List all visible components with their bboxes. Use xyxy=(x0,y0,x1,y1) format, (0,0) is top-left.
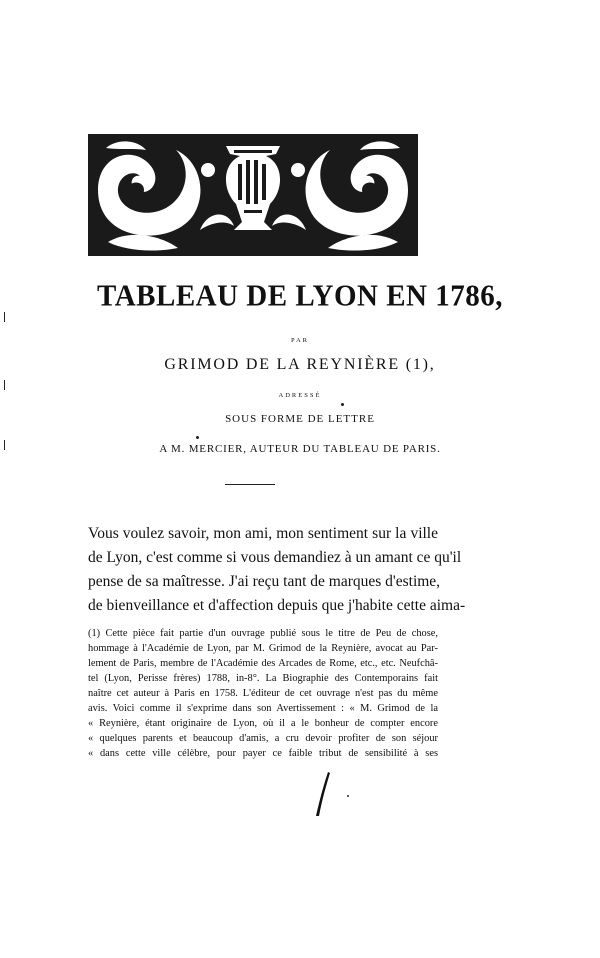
footnote-line: « quelques parents et beaucoup d'amis, a cru devoir profiter de son séjour xyxy=(88,733,438,744)
footnote-line: lement de Paris, membre de l'Académie des Arcades de Rome, etc., etc. Neufchâ- xyxy=(88,658,438,669)
par-label: PAR xyxy=(290,337,310,344)
footnote-line: « Reynière, étant originaire de Lyon, où il a le bonheur de compter encore xyxy=(88,718,438,729)
body-line: Vous voulez savoir, mon ami, mon sentiment sur la ville xyxy=(88,525,438,542)
footnote-line: « dans cette ville célèbre, pour payer ce faible tribut de sensibilité à ses xyxy=(88,748,438,759)
body-paragraph xyxy=(88,522,466,618)
adresse-label: ADRESSÉ xyxy=(278,392,322,399)
author-name: GRIMOD DE LA REYNIÈRE (1), xyxy=(164,356,436,373)
footnote-line: tel (Lyon, Perisse frères) 1788, in-8°. La Biographie des Contemporains fait xyxy=(88,673,438,684)
footnote-line: avis. Voici comme il s'exprime dans son Avertissement : « M. Grimod de la xyxy=(88,703,438,714)
scan-speck xyxy=(4,380,5,390)
footnote-line: (1) Cette pièce fait partie d'un ouvrage publié sous le titre de Peu de chose, xyxy=(88,628,438,639)
footnote-line: naître cet auteur à Paris en 1758. L'éditeur de cet ouvrage n'est pas du même xyxy=(88,688,438,699)
section-divider xyxy=(225,484,275,485)
body-line: pense de sa maîtresse. J'ai reçu tant de marques d'estime, xyxy=(88,573,441,590)
scan-speck xyxy=(4,312,5,322)
ink-stroke-icon xyxy=(312,770,336,820)
ornament-headpiece-icon xyxy=(88,130,418,260)
scan-speck xyxy=(196,436,199,439)
subtitle-recipient: A M. MERCIER, AUTEUR DU TABLEAU DE PARIS. xyxy=(159,443,441,455)
subtitle-form: SOUS FORME DE LETTRE xyxy=(225,413,375,425)
body-line: de Lyon, c'est comme si vous demandiez à un amant ce qu'il xyxy=(88,549,462,566)
body-line: de bienveillance et d'affection depuis que j'habite cette aima- xyxy=(88,597,466,614)
scan-speck xyxy=(4,440,5,450)
scan-speck xyxy=(347,795,349,797)
page-title: TABLEAU DE LYON EN 1786, xyxy=(97,279,503,313)
footnote xyxy=(88,626,438,761)
scan-speck xyxy=(341,403,344,406)
footnote-line: hommage à l'Académie de Lyon, par M. Grimod de la Reynière, avocat au Par- xyxy=(88,643,438,654)
